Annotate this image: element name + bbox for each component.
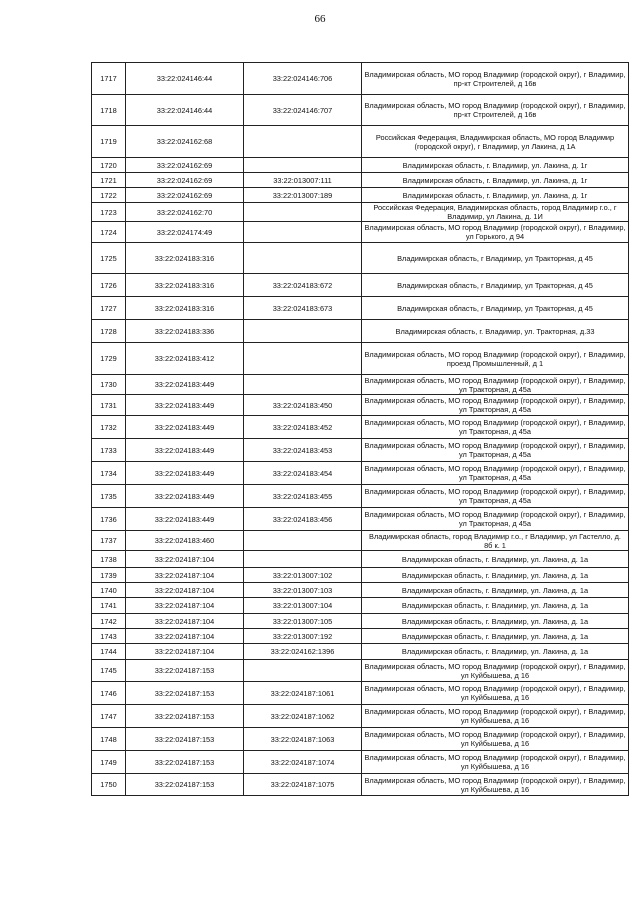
address-cell: Владимирская область, г Владимир, ул Тракторная, д 45 (362, 243, 629, 274)
table-row (92, 395, 629, 416)
address-cell: Владимирская область, МО город Владимир (городской округ), г Владимир, ул Куйбышева, д 16 (362, 774, 629, 796)
row-number: 1748 (92, 728, 126, 751)
object-cadastral-number (244, 343, 362, 375)
row-number: 1730 (92, 375, 126, 395)
address-cell: Владимирская область, г. Владимир, ул. Лакина, д. 1г (362, 188, 629, 203)
object-cadastral-number: 33:22:024187:1074 (244, 751, 362, 774)
address-cell: Владимирская область, г. Владимир, ул. Лакина, д. 1а (362, 568, 629, 583)
parcel-cadastral-number: 33:22:024146:44 (126, 63, 244, 95)
address-cell: Владимирская область, г. Владимир, ул. Лакина, д. 1а (362, 598, 629, 614)
parcel-cadastral-number: 33:22:024183:449 (126, 485, 244, 508)
table-row (92, 343, 629, 375)
address-cell: Российская Федерация, Владимирская область, МО город Владимир (городской округ), г Владимир, ул Лакина, д 1А (362, 126, 629, 158)
table-row (92, 126, 629, 158)
parcel-cadastral-number: 33:22:024187:153 (126, 728, 244, 751)
page-number: 66 (314, 13, 326, 25)
address-cell: Владимирская область, МО город Владимир (городской округ), г Владимир, ул Тракторная, д 45а (362, 439, 629, 462)
address-cell: Владимирская область, МО город Владимир (городской округ), г Владимир, ул Тракторная, д 45а (362, 395, 629, 416)
address-cell: Владимирская область, МО город Владимир (городской округ), г Владимир, пр-кт Строителей, д 16в (362, 95, 629, 126)
parcel-cadastral-number: 33:22:024183:316 (126, 274, 244, 297)
table-row (92, 188, 629, 203)
parcel-cadastral-number: 33:22:024162:68 (126, 126, 244, 158)
row-number: 1744 (92, 644, 126, 660)
address-cell: Владимирская область, г. Владимир, ул. Лакина, д. 1а (362, 629, 629, 644)
row-number: 1746 (92, 682, 126, 705)
object-cadastral-number: 33:22:013007:192 (244, 629, 362, 644)
address-cell: Владимирская область, МО город Владимир (городской округ), г Владимир, ул Горького, д 94 (362, 222, 629, 243)
object-cadastral-number (244, 203, 362, 222)
table-row (92, 644, 629, 660)
object-cadastral-number: 33:22:024183:450 (244, 395, 362, 416)
parcel-cadastral-number: 33:22:024162:69 (126, 158, 244, 173)
parcel-cadastral-number: 33:22:024187:153 (126, 705, 244, 728)
row-number: 1747 (92, 705, 126, 728)
row-number: 1741 (92, 598, 126, 614)
object-cadastral-number: 33:22:013007:104 (244, 598, 362, 614)
object-cadastral-number (244, 660, 362, 682)
row-number: 1723 (92, 203, 126, 222)
address-cell: Российская Федерация, Владимирская область, город Владимир г.о., г Владимир, ул Лакина, д. 1И (362, 203, 629, 222)
row-number: 1720 (92, 158, 126, 173)
row-number: 1733 (92, 439, 126, 462)
row-number: 1737 (92, 531, 126, 551)
address-cell: Владимирская область, МО город Владимир (городской округ), г Владимир, ул Тракторная, д 45а (362, 508, 629, 531)
address-cell: Владимирская область, г Владимир, ул Тракторная, д 45 (362, 274, 629, 297)
address-cell: Владимирская область, МО город Владимир (городской округ), г Владимир, ул Тракторная, д 45а (362, 416, 629, 439)
parcel-cadastral-number: 33:22:024162:69 (126, 188, 244, 203)
object-cadastral-number: 33:22:024187:1063 (244, 728, 362, 751)
table-row (92, 614, 629, 629)
table-row (92, 297, 629, 320)
parcel-cadastral-number: 33:22:024187:104 (126, 583, 244, 598)
table-row (92, 568, 629, 583)
parcel-cadastral-number: 33:22:024187:153 (126, 682, 244, 705)
table-row (92, 203, 629, 222)
row-number: 1742 (92, 614, 126, 629)
parcel-cadastral-number: 33:22:024187:104 (126, 629, 244, 644)
address-cell: Владимирская область, МО город Владимир (городской округ), г Владимир, ул Куйбышева, д 16 (362, 682, 629, 705)
object-cadastral-number (244, 243, 362, 274)
row-number: 1726 (92, 274, 126, 297)
parcel-cadastral-number: 33:22:024162:69 (126, 173, 244, 188)
row-number: 1727 (92, 297, 126, 320)
parcel-cadastral-number: 33:22:024187:153 (126, 660, 244, 682)
row-number: 1749 (92, 751, 126, 774)
table-row (92, 728, 629, 751)
parcel-cadastral-number: 33:22:024174:49 (126, 222, 244, 243)
parcel-cadastral-number: 33:22:024187:104 (126, 598, 244, 614)
parcel-cadastral-number: 33:22:024187:104 (126, 614, 244, 629)
row-number: 1734 (92, 462, 126, 485)
table-row (92, 158, 629, 173)
address-cell: Владимирская область, МО город Владимир (городской округ), г Владимир, ул Куйбышева, д 16 (362, 751, 629, 774)
row-number: 1735 (92, 485, 126, 508)
table-row (92, 95, 629, 126)
object-cadastral-number: 33:22:013007:111 (244, 173, 362, 188)
table-row (92, 320, 629, 343)
table-row (92, 629, 629, 644)
address-cell: Владимирская область, МО город Владимир (городской округ), г Владимир, пр-кт Строителей, д 16в (362, 63, 629, 95)
table-row (92, 416, 629, 439)
table-row (92, 551, 629, 568)
object-cadastral-number: 33:22:024187:1061 (244, 682, 362, 705)
row-number: 1745 (92, 660, 126, 682)
parcel-cadastral-number: 33:22:024187:153 (126, 774, 244, 796)
object-cadastral-number (244, 531, 362, 551)
object-cadastral-number: 33:22:024183:455 (244, 485, 362, 508)
object-cadastral-number (244, 551, 362, 568)
object-cadastral-number: 33:22:024162:1396 (244, 644, 362, 660)
parcel-cadastral-number: 33:22:024183:449 (126, 416, 244, 439)
parcel-cadastral-number: 33:22:024187:104 (126, 644, 244, 660)
row-number: 1718 (92, 95, 126, 126)
row-number: 1750 (92, 774, 126, 796)
parcel-cadastral-number: 33:22:024183:449 (126, 375, 244, 395)
object-cadastral-number: 33:22:024183:456 (244, 508, 362, 531)
address-cell: Владимирская область, г. Владимир, ул. Лакина, д. 1а (362, 644, 629, 660)
table-row (92, 173, 629, 188)
address-cell: Владимирская область, МО город Владимир (городской округ), г Владимир, ул Тракторная, д 45а (362, 485, 629, 508)
object-cadastral-number: 33:22:024183:672 (244, 274, 362, 297)
table-row (92, 222, 629, 243)
table-row (92, 243, 629, 274)
row-number: 1731 (92, 395, 126, 416)
parcel-cadastral-number: 33:22:024183:412 (126, 343, 244, 375)
parcel-cadastral-number: 33:22:024183:336 (126, 320, 244, 343)
table-row (92, 583, 629, 598)
object-cadastral-number: 33:22:013007:189 (244, 188, 362, 203)
address-cell: Владимирская область, МО город Владимир (городской округ), г Владимир, ул Куйбышева, д 16 (362, 728, 629, 751)
address-cell: Владимирская область, г. Владимир, ул. Тракторная, д.33 (362, 320, 629, 343)
object-cadastral-number: 33:22:024187:1062 (244, 705, 362, 728)
address-cell: Владимирская область, г Владимир, ул Тракторная, д 45 (362, 297, 629, 320)
address-cell: Владимирская область, г. Владимир, ул. Лакина, д. 1а (362, 551, 629, 568)
address-cell: Владимирская область, город Владимир г.о., г Владимир, ул Гастелло, д. 8б к. 1 (362, 531, 629, 551)
table-row (92, 531, 629, 551)
parcel-cadastral-number: 33:22:024187:104 (126, 568, 244, 583)
table-row (92, 375, 629, 395)
table-row (92, 598, 629, 614)
object-cadastral-number (244, 126, 362, 158)
row-number: 1738 (92, 551, 126, 568)
object-cadastral-number: 33:22:013007:103 (244, 583, 362, 598)
table-row (92, 508, 629, 531)
object-cadastral-number (244, 375, 362, 395)
table-row (92, 751, 629, 774)
row-number: 1732 (92, 416, 126, 439)
parcel-cadastral-number: 33:22:024183:449 (126, 395, 244, 416)
registry-table-body (92, 63, 629, 796)
parcel-cadastral-number: 33:22:024162:70 (126, 203, 244, 222)
address-cell: Владимирская область, МО город Владимир (городской округ), г Владимир, ул Тракторная, д 45а (362, 462, 629, 485)
address-cell: Владимирская область, г. Владимир, ул. Лакина, д. 1а (362, 583, 629, 598)
parcel-cadastral-number: 33:22:024183:316 (126, 297, 244, 320)
row-number: 1728 (92, 320, 126, 343)
address-cell: Владимирская область, МО город Владимир (городской округ), г Владимир, ул Куйбышева, д 16 (362, 660, 629, 682)
parcel-cadastral-number: 33:22:024183:449 (126, 508, 244, 531)
object-cadastral-number: 33:22:024183:454 (244, 462, 362, 485)
parcel-cadastral-number: 33:22:024187:153 (126, 751, 244, 774)
row-number: 1725 (92, 243, 126, 274)
object-cadastral-number: 33:22:024183:673 (244, 297, 362, 320)
address-cell: Владимирская область, г. Владимир, ул. Лакина, д. 1г (362, 173, 629, 188)
parcel-cadastral-number: 33:22:024183:316 (126, 243, 244, 274)
object-cadastral-number: 33:22:024187:1075 (244, 774, 362, 796)
table-row (92, 439, 629, 462)
object-cadastral-number (244, 158, 362, 173)
object-cadastral-number: 33:22:024146:706 (244, 63, 362, 95)
parcel-cadastral-number: 33:22:024183:449 (126, 439, 244, 462)
address-cell: Владимирская область, МО город Владимир (городской округ), г Владимир, проезд Промышленный, д 1 (362, 343, 629, 375)
object-cadastral-number: 33:22:024183:453 (244, 439, 362, 462)
row-number: 1736 (92, 508, 126, 531)
address-cell: Владимирская область, г. Владимир, ул. Лакина, д. 1г (362, 158, 629, 173)
row-number: 1739 (92, 568, 126, 583)
object-cadastral-number: 33:22:024183:452 (244, 416, 362, 439)
row-number: 1724 (92, 222, 126, 243)
table-row (92, 63, 629, 95)
table-row (92, 774, 629, 796)
row-number: 1740 (92, 583, 126, 598)
parcel-cadastral-number: 33:22:024183:460 (126, 531, 244, 551)
address-cell: Владимирская область, г. Владимир, ул. Лакина, д. 1а (362, 614, 629, 629)
row-number: 1721 (92, 173, 126, 188)
row-number: 1722 (92, 188, 126, 203)
parcel-cadastral-number: 33:22:024183:449 (126, 462, 244, 485)
table-row (92, 705, 629, 728)
table-row (92, 682, 629, 705)
row-number: 1729 (92, 343, 126, 375)
parcel-cadastral-number: 33:22:024187:104 (126, 551, 244, 568)
table-row (92, 462, 629, 485)
row-number: 1743 (92, 629, 126, 644)
registry-table (91, 62, 629, 796)
table-row (92, 274, 629, 297)
object-cadastral-number (244, 320, 362, 343)
table-row (92, 660, 629, 682)
object-cadastral-number: 33:22:013007:105 (244, 614, 362, 629)
object-cadastral-number (244, 222, 362, 243)
table-row (92, 485, 629, 508)
object-cadastral-number: 33:22:013007:102 (244, 568, 362, 583)
object-cadastral-number: 33:22:024146:707 (244, 95, 362, 126)
row-number: 1719 (92, 126, 126, 158)
address-cell: Владимирская область, МО город Владимир (городской округ), г Владимир, ул Тракторная, д 45а (362, 375, 629, 395)
parcel-cadastral-number: 33:22:024146:44 (126, 95, 244, 126)
row-number: 1717 (92, 63, 126, 95)
address-cell: Владимирская область, МО город Владимир (городской округ), г Владимир, ул Куйбышева, д 16 (362, 705, 629, 728)
